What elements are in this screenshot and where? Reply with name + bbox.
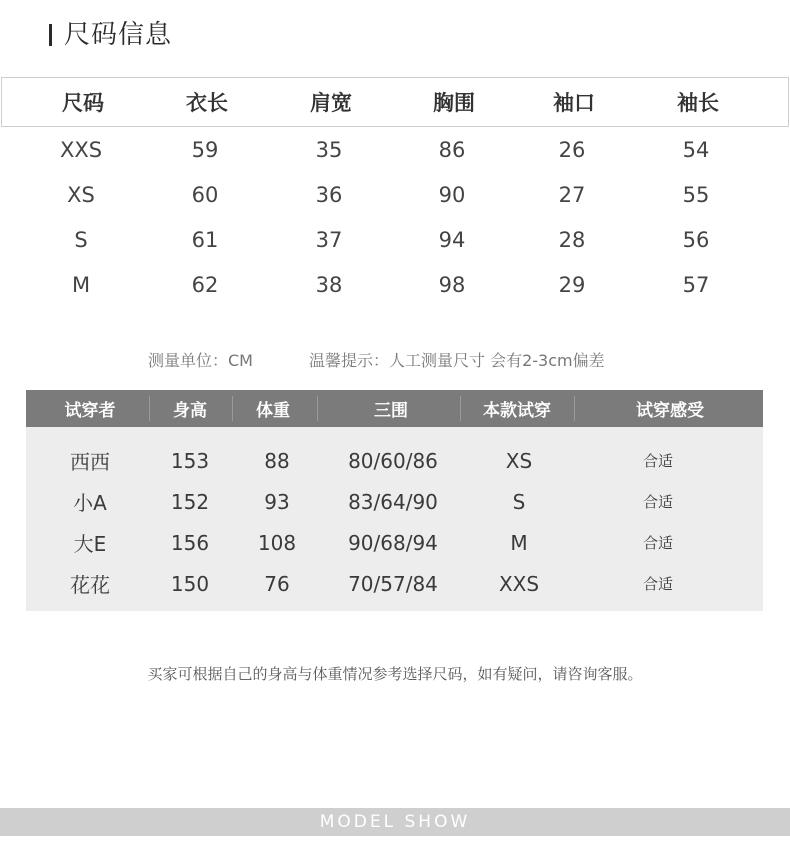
table-cell: S (512, 489, 526, 514)
model-header-cell: 身高 (173, 401, 207, 421)
table-cell: 56 (682, 227, 710, 252)
table-cell: 61 (191, 227, 219, 252)
model-header-cell: 试穿者 (64, 401, 116, 421)
table-cell: 36 (315, 182, 343, 207)
table-cell: M (71, 272, 91, 297)
measurement-tip: 温馨提示：人工测量尺寸 会有2-3cm偏差 (309, 351, 605, 370)
column-divider (317, 396, 318, 421)
size-header-cell: 尺码 (62, 91, 104, 115)
table-row (0, 217, 790, 262)
table-cell: 小A (73, 491, 107, 515)
table-cell: 花花 (70, 573, 110, 597)
model-table (26, 390, 763, 611)
table-cell: 86 (438, 137, 466, 162)
table-cell: 54 (682, 137, 710, 162)
table-cell: 90 (438, 182, 466, 207)
table-row (26, 522, 763, 563)
table-cell: 153 (170, 448, 210, 473)
table-cell: 80/60/86 (348, 448, 438, 473)
table-cell: 38 (315, 272, 343, 297)
column-divider (232, 396, 233, 421)
table-cell: 88 (264, 448, 290, 473)
model-show-label: MODEL SHOW (319, 812, 471, 832)
table-cell: XS (505, 448, 533, 473)
size-header-cell: 胸围 (433, 91, 475, 115)
model-header-cell: 本款试穿 (483, 401, 551, 421)
table-cell: 108 (257, 530, 297, 555)
table-cell: 83/64/90 (348, 489, 438, 514)
model-header-cell: 试穿感受 (636, 401, 704, 421)
table-row (0, 172, 790, 217)
table-cell: 合适 (642, 534, 674, 552)
table-cell: 156 (170, 530, 210, 555)
unit-note: 测量单位：CM (148, 351, 253, 370)
table-cell: 37 (315, 227, 343, 252)
column-divider (574, 396, 575, 421)
table-cell: 60 (191, 182, 219, 207)
model-header-cell: 三围 (374, 401, 408, 421)
size-header-cell: 袖长 (677, 91, 719, 115)
table-cell: 26 (558, 137, 586, 162)
column-divider (149, 396, 150, 421)
table-cell: 98 (438, 272, 466, 297)
size-table-header (1, 77, 789, 127)
table-cell: 94 (438, 227, 466, 252)
column-divider (460, 396, 461, 421)
table-cell: 合适 (642, 575, 674, 593)
title-accent-bar (49, 24, 52, 46)
table-cell: 90/68/94 (348, 530, 438, 555)
table-cell: XS (67, 182, 95, 207)
table-cell: 合适 (642, 452, 674, 470)
table-row (0, 262, 790, 307)
page-title: 尺码信息 (64, 20, 173, 50)
table-cell: 70/57/84 (348, 571, 438, 596)
table-cell: 西西 (70, 450, 110, 474)
table-cell: 29 (558, 272, 586, 297)
table-cell: 62 (191, 272, 219, 297)
table-row (26, 563, 763, 604)
table-cell: 28 (558, 227, 586, 252)
model-table-header (26, 390, 763, 427)
size-header-cell: 衣长 (186, 91, 228, 115)
table-cell: 27 (558, 182, 586, 207)
table-row (26, 481, 763, 522)
table-cell: 合适 (642, 493, 674, 511)
table-cell: 76 (264, 571, 290, 596)
model-show-banner (0, 808, 790, 836)
table-cell: M (510, 530, 528, 555)
sizing-advice: 买家可根据自己的身高与体重情况参考选择尺码，如有疑问，请咨询客服。 (147, 665, 643, 683)
table-cell: 57 (682, 272, 710, 297)
table-cell: 59 (191, 137, 219, 162)
table-cell: XXS (59, 137, 103, 162)
table-row (0, 127, 790, 172)
table-cell: 152 (170, 489, 210, 514)
table-row (26, 440, 763, 481)
table-cell: 93 (264, 489, 290, 514)
table-cell: 55 (682, 182, 710, 207)
table-cell: S (74, 227, 88, 252)
table-cell: 大E (73, 532, 107, 556)
table-cell: XXS (498, 571, 540, 596)
table-cell: 150 (170, 571, 210, 596)
size-header-cell: 袖口 (553, 91, 595, 115)
model-header-cell: 体重 (256, 401, 290, 421)
table-cell: 35 (315, 137, 343, 162)
size-header-cell: 肩宽 (310, 91, 352, 115)
